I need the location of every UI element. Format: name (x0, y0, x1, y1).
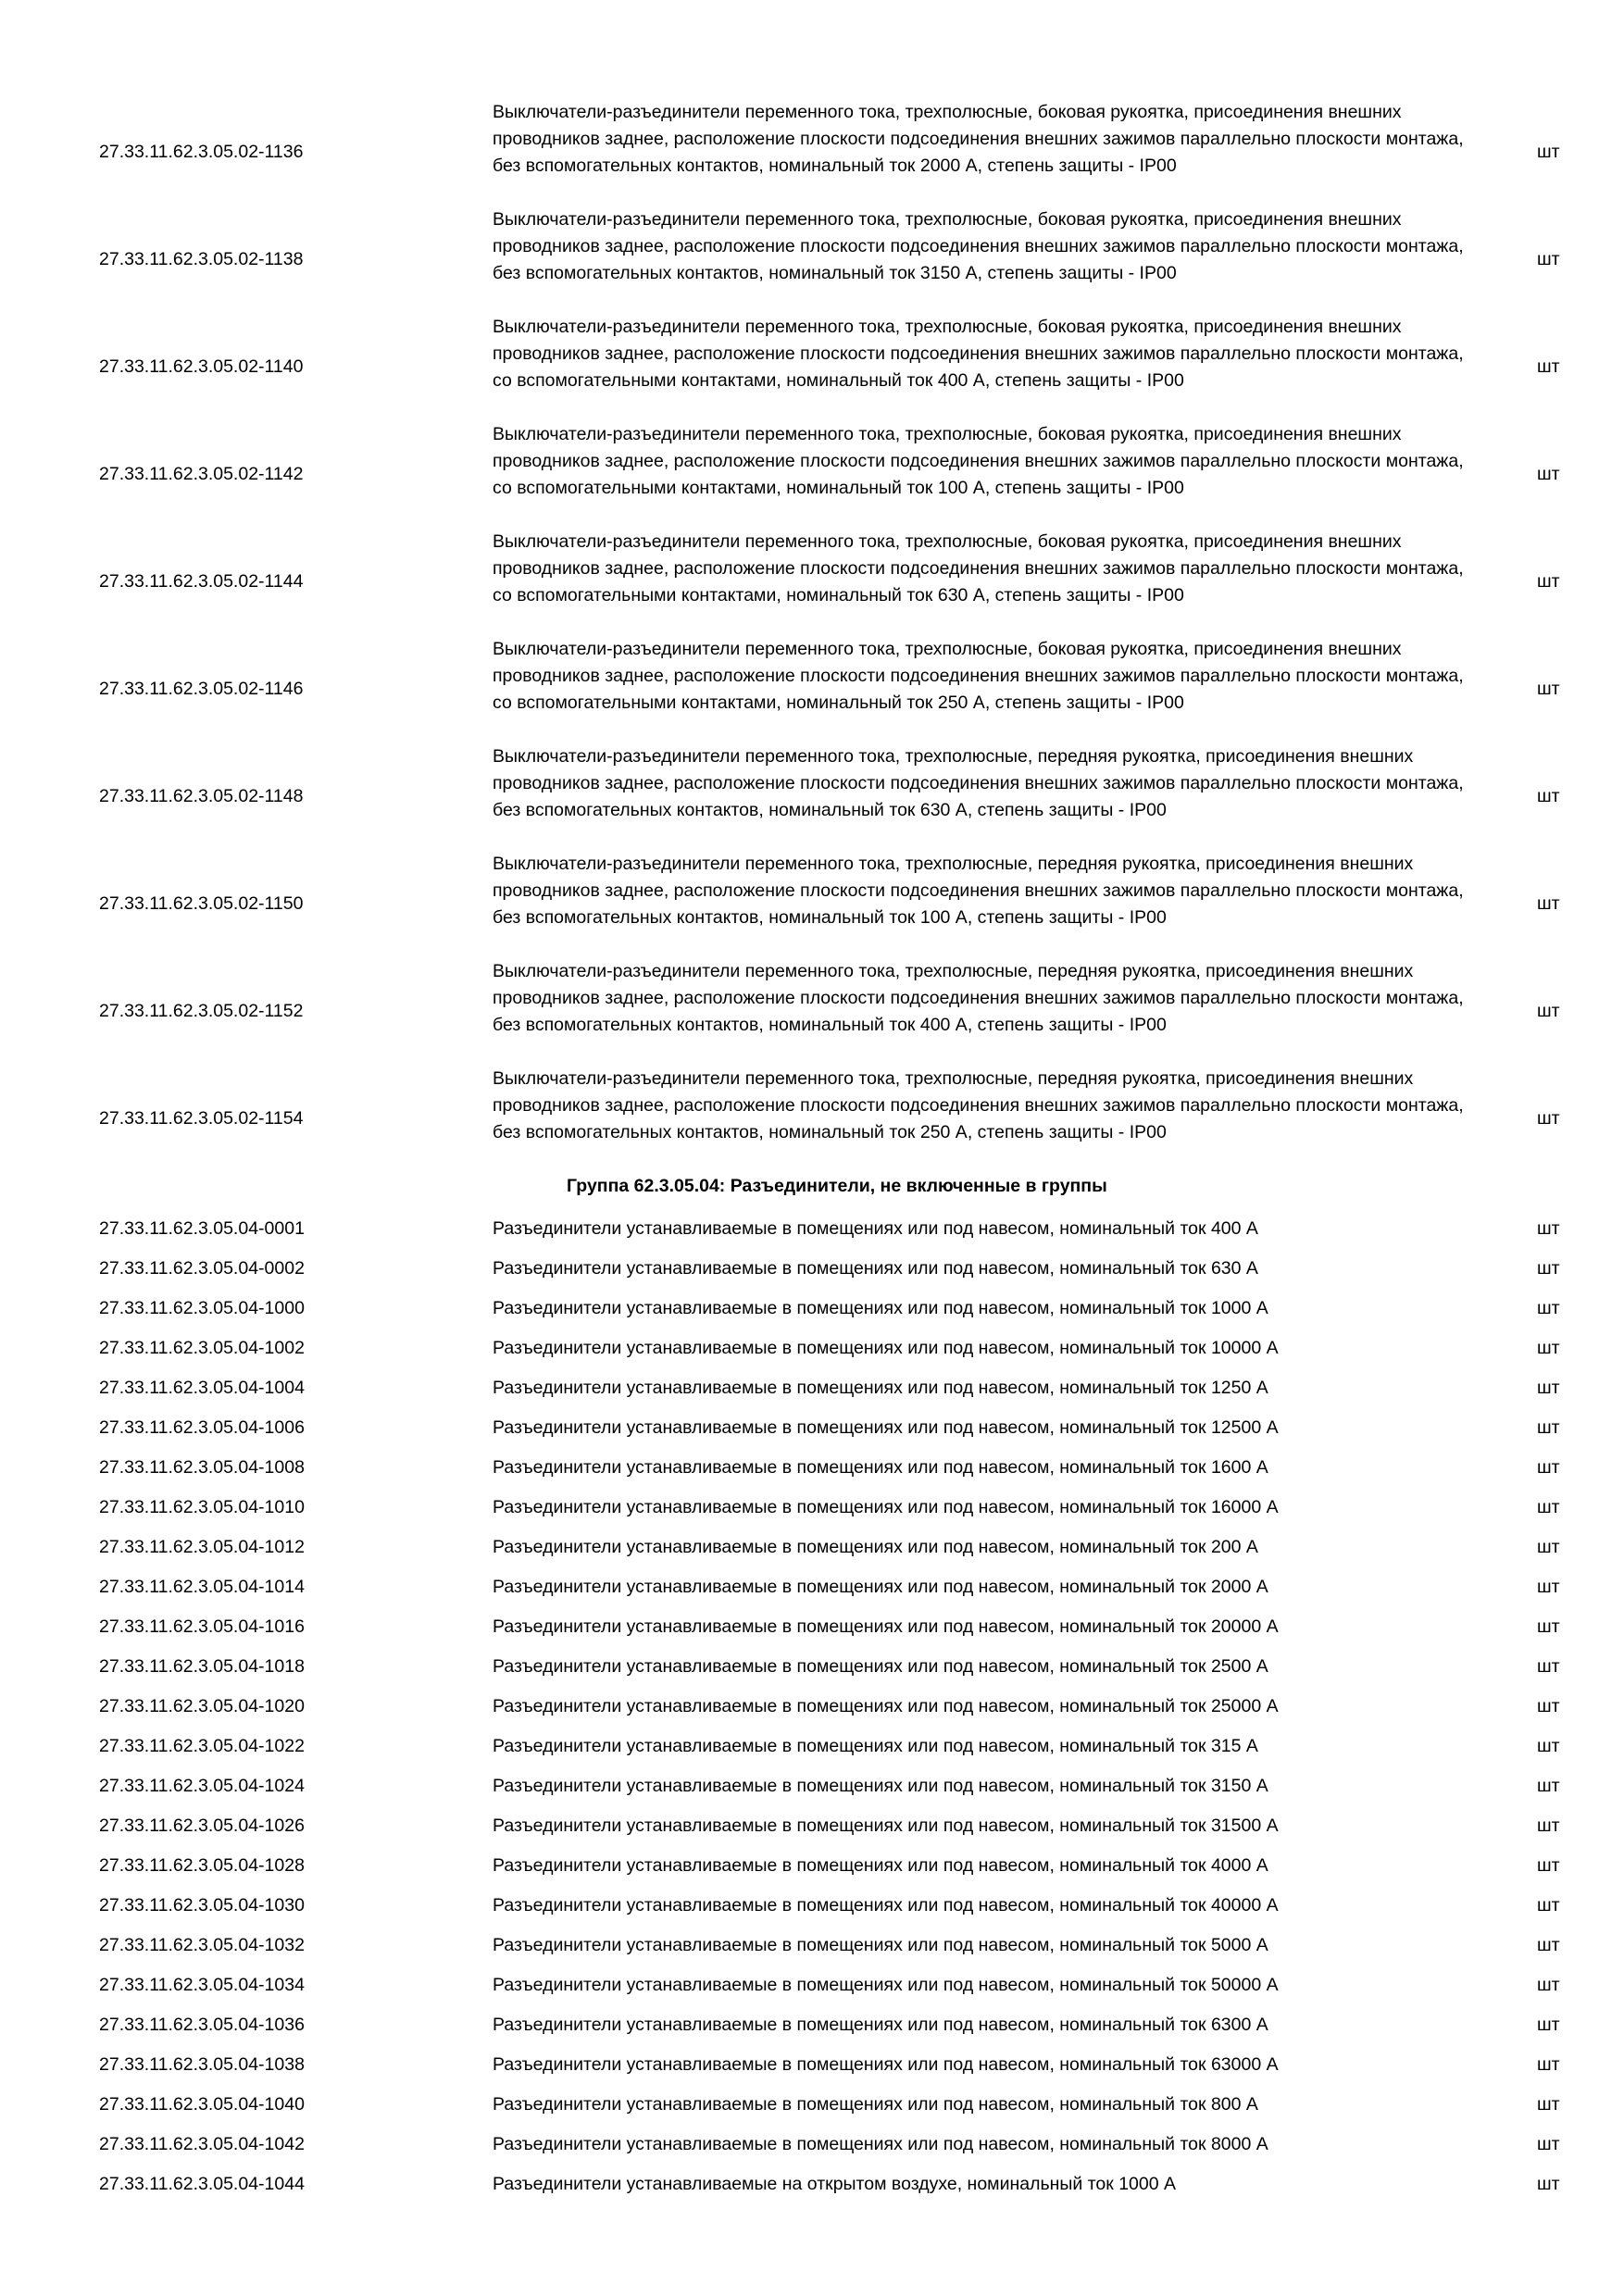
item-description: Разъединители устанавливаемые в помещениях или под навесом, номинальный ток 1000 А (493, 1298, 1268, 1318)
item-description: Выключатели-разъединители переменного тока, трехполюсные, боковая рукоятка, присоединения внешних проводников заднее, расположение плоскости подсоединения внешних зажимов параллельно плоскости монтажа, со вспомогательными контактами, номинальный ток 630 А, степень защиты - IP00 (493, 531, 1464, 605)
item-unit: шт (1537, 893, 1560, 914)
table-row (0, 314, 1624, 421)
item-unit: шт (1537, 1258, 1560, 1279)
item-code: 27.33.11.62.3.05.04-0002 (99, 1258, 305, 1279)
item-description: Разъединители устанавливаемые в помещениях или под навесом, номинальный ток 6300 А (493, 2015, 1268, 2035)
item-code: 27.33.11.62.3.05.02-1144 (99, 571, 304, 592)
item-code: 27.33.11.62.3.05.02-1136 (99, 142, 304, 162)
item-description: Выключатели-разъединители переменного тока, трехполюсные, боковая рукоятка, присоединения внешних проводников заднее, расположение плоскости подсоединения внешних зажимов параллельно плоскости монтажа, со вспомогательными контактами, номинальный ток 400 А, степень защиты - IP00 (493, 317, 1464, 391)
item-description: Разъединители устанавливаемые в помещениях или под навесом, номинальный ток 25000 А (493, 1696, 1279, 1716)
item-description: Разъединители устанавливаемые в помещениях или под навесом, номинальный ток 1600 А (493, 1457, 1268, 1478)
table-row (0, 1335, 1624, 1375)
table-row (0, 1853, 1624, 1892)
table-row (0, 1295, 1624, 1335)
table-row (0, 2012, 1624, 2052)
item-code: 27.33.11.62.3.05.04-1028 (99, 1855, 305, 1876)
item-unit: шт (1537, 1616, 1560, 1637)
table-row (0, 1653, 1624, 1693)
item-unit: шт (1537, 1218, 1560, 1239)
item-unit: шт (1537, 2094, 1560, 2115)
item-unit: шт (1537, 142, 1560, 162)
table-row (0, 529, 1624, 636)
item-unit: шт (1537, 1656, 1560, 1677)
item-unit: шт (1537, 249, 1560, 269)
item-code: 27.33.11.62.3.05.04-1006 (99, 1417, 305, 1438)
item-description: Разъединители устанавливаемые в помещениях или под навесом, номинальный ток 200 А (493, 1537, 1258, 1557)
item-description: Выключатели-разъединители переменного тока, трехполюсные, боковая рукоятка, присоединения внешних проводников заднее, расположение плоскости подсоединения внешних зажимов параллельно плоскости монтажа, со вспомогательными контактами, номинальный ток 250 А, степень защиты - IP00 (493, 639, 1464, 713)
item-unit: шт (1537, 1001, 1560, 1021)
item-unit: шт (1537, 2174, 1560, 2194)
item-description: Выключатели-разъединители переменного тока, трехполюсные, боковая рукоятка, присоединения внешних проводников заднее, расположение плоскости подсоединения внешних зажимов параллельно плоскости монтажа, со вспомогательными контактами, номинальный ток 100 А, степень защиты - IP00 (493, 424, 1464, 498)
item-code: 27.33.11.62.3.05.02-1146 (99, 679, 304, 699)
item-code: 27.33.11.62.3.05.02-1140 (99, 356, 304, 377)
price-list-section-62-3-05-02 (0, 99, 1624, 1173)
item-unit: шт (1537, 1895, 1560, 1915)
item-code: 27.33.11.62.3.05.02-1152 (99, 1001, 304, 1021)
table-row (0, 1733, 1624, 1773)
price-list-section-62-3-05-04 (0, 1216, 1624, 2211)
item-description: Разъединители устанавливаемые в помещениях или под навесом, номинальный ток 20000 А (493, 1616, 1279, 1637)
item-unit: шт (1537, 1108, 1560, 1129)
table-row (0, 206, 1624, 314)
item-code: 27.33.11.62.3.05.02-1154 (99, 1108, 304, 1129)
item-unit: шт (1537, 2134, 1560, 2154)
item-description: Разъединители устанавливаемые в помещениях или под навесом, номинальный ток 3150 А (493, 1776, 1268, 1796)
item-description: Выключатели-разъединители переменного тока, трехполюсные, боковая рукоятка, присоединения внешних проводников заднее, расположение плоскости подсоединения внешних зажимов параллельно плоскости монтажа, без вспомогательных контактов, номинальный ток 3150 А, степень защиты - IP00 (493, 209, 1464, 283)
item-unit: шт (1537, 1855, 1560, 1876)
item-code: 27.33.11.62.3.05.04-1010 (99, 1497, 305, 1517)
item-code: 27.33.11.62.3.05.02-1150 (99, 893, 304, 914)
item-code: 27.33.11.62.3.05.04-1018 (99, 1656, 305, 1677)
item-description: Разъединители устанавливаемые в помещениях или под навесом, номинальный ток 315 А (493, 1736, 1258, 1756)
item-description: Разъединители устанавливаемые в помещениях или под навесом, номинальный ток 2500 А (493, 1656, 1268, 1677)
table-row (0, 743, 1624, 851)
table-row (0, 1972, 1624, 2012)
item-unit: шт (1537, 1537, 1560, 1557)
item-description: Выключатели-разъединители переменного тока, трехполюсные, боковая рукоятка, присоединения внешних проводников заднее, расположение плоскости подсоединения внешних зажимов параллельно плоскости монтажа, без вспомогательных контактов, номинальный ток 2000 А, степень защиты - IP00 (493, 102, 1464, 176)
item-description: Разъединители устанавливаемые в помещениях или под навесом, номинальный ток 12500 А (493, 1417, 1279, 1438)
table-row (0, 99, 1624, 206)
item-code: 27.33.11.62.3.05.04-1022 (99, 1736, 305, 1756)
item-unit: шт (1537, 1298, 1560, 1318)
item-description: Разъединители устанавливаемые в помещениях или под навесом, номинальный ток 400 А (493, 1218, 1258, 1239)
item-description: Разъединители устанавливаемые в помещениях или под навесом, номинальный ток 8000 А (493, 2134, 1268, 2154)
item-code: 27.33.11.62.3.05.04-1026 (99, 1816, 305, 1836)
table-row (0, 1932, 1624, 1972)
item-description: Разъединители устанавливаемые в помещениях или под навесом, номинальный ток 16000 А (493, 1497, 1279, 1517)
item-unit: шт (1537, 679, 1560, 699)
item-code: 27.33.11.62.3.05.04-1038 (99, 2054, 305, 2075)
table-row (0, 958, 1624, 1066)
table-row (0, 1813, 1624, 1853)
table-row (0, 636, 1624, 743)
item-unit: шт (1537, 1457, 1560, 1478)
item-description: Разъединители устанавливаемые в помещениях или под навесом, номинальный ток 630 А (493, 1258, 1258, 1279)
item-unit: шт (1537, 1776, 1560, 1796)
item-code: 27.33.11.62.3.05.04-1036 (99, 2015, 305, 2035)
item-code: 27.33.11.62.3.05.04-1012 (99, 1537, 305, 1557)
table-row (0, 2131, 1624, 2171)
table-row (0, 1415, 1624, 1454)
item-code: 27.33.11.62.3.05.04-1004 (99, 1378, 305, 1398)
item-unit: шт (1537, 2054, 1560, 2075)
table-row (0, 851, 1624, 958)
item-unit: шт (1537, 1696, 1560, 1716)
item-code: 27.33.11.62.3.05.04-1034 (99, 1975, 305, 1995)
group-heading-text: Группа 62.3.05.04: Разъединители, не включенные в группы (567, 1176, 1107, 1196)
item-code: 27.33.11.62.3.05.04-1042 (99, 2134, 305, 2154)
item-unit: шт (1537, 356, 1560, 377)
table-row (0, 1454, 1624, 1494)
table-row (0, 2091, 1624, 2131)
item-unit: шт (1537, 1497, 1560, 1517)
item-unit: шт (1537, 1338, 1560, 1358)
item-description: Разъединители устанавливаемые в помещениях или под навесом, номинальный ток 800 А (493, 2094, 1258, 2115)
item-code: 27.33.11.62.3.05.04-0001 (99, 1218, 305, 1239)
item-code: 27.33.11.62.3.05.04-1044 (99, 2174, 305, 2194)
table-row (0, 421, 1624, 529)
item-description: Разъединители устанавливаемые в помещениях или под навесом, номинальный ток 10000 А (493, 1338, 1279, 1358)
table-row (0, 2052, 1624, 2091)
item-code: 27.33.11.62.3.05.02-1142 (99, 464, 304, 484)
table-row (0, 1375, 1624, 1415)
item-unit: шт (1537, 1378, 1560, 1398)
item-unit: шт (1537, 1417, 1560, 1438)
table-row (0, 1693, 1624, 1733)
item-description: Разъединители устанавливаемые в помещениях или под навесом, номинальный ток 1250 А (493, 1378, 1268, 1398)
item-description: Выключатели-разъединители переменного тока, трехполюсные, передняя рукоятка, присоединения внешних проводников заднее, расположение плоскости подсоединения внешних зажимов параллельно плоскости монтажа, без вспомогательных контактов, номинальный ток 250 А, степень защиты - IP00 (493, 1068, 1464, 1142)
item-description: Разъединители устанавливаемые в помещениях или под навесом, номинальный ток 40000 А (493, 1895, 1279, 1915)
item-code: 27.33.11.62.3.05.04-1016 (99, 1616, 305, 1637)
group-heading (0, 1176, 1624, 1204)
item-description: Разъединители устанавливаемые на открытом воздухе, номинальный ток 1000 А (493, 2174, 1177, 2194)
table-row (0, 1892, 1624, 1932)
item-unit: шт (1537, 1975, 1560, 1995)
item-code: 27.33.11.62.3.05.04-1032 (99, 1935, 305, 1955)
item-description: Разъединители устанавливаемые в помещениях или под навесом, номинальный ток 4000 А (493, 1855, 1268, 1876)
item-unit: шт (1537, 1736, 1560, 1756)
item-code: 27.33.11.62.3.05.04-1014 (99, 1577, 305, 1597)
item-description: Разъединители устанавливаемые в помещениях или под навесом, номинальный ток 5000 А (493, 1935, 1268, 1955)
item-unit: шт (1537, 571, 1560, 592)
table-row (0, 1255, 1624, 1295)
item-unit: шт (1537, 2015, 1560, 2035)
item-description: Разъединители устанавливаемые в помещениях или под навесом, номинальный ток 2000 А (493, 1577, 1268, 1597)
item-description: Разъединители устанавливаемые в помещениях или под навесом, номинальный ток 50000 А (493, 1975, 1279, 1995)
item-unit: шт (1537, 464, 1560, 484)
item-unit: шт (1537, 1577, 1560, 1597)
item-description: Выключатели-разъединители переменного тока, трехполюсные, передняя рукоятка, присоединения внешних проводников заднее, расположение плоскости подсоединения внешних зажимов параллельно плоскости монтажа, без вспомогательных контактов, номинальный ток 400 А, степень защиты - IP00 (493, 961, 1464, 1035)
item-code: 27.33.11.62.3.05.04-1000 (99, 1298, 305, 1318)
table-row (0, 1534, 1624, 1574)
item-code: 27.33.11.62.3.05.04-1040 (99, 2094, 305, 2115)
item-unit: шт (1537, 1935, 1560, 1955)
table-row (0, 1216, 1624, 1255)
item-code: 27.33.11.62.3.05.04-1002 (99, 1338, 305, 1358)
item-unit: шт (1537, 786, 1560, 806)
item-description: Разъединители устанавливаемые в помещениях или под навесом, номинальный ток 63000 А (493, 2054, 1279, 2075)
item-description: Выключатели-разъединители переменного тока, трехполюсные, передняя рукоятка, присоединения внешних проводников заднее, расположение плоскости подсоединения внешних зажимов параллельно плоскости монтажа, без вспомогательных контактов, номинальный ток 630 А, степень защиты - IP00 (493, 746, 1464, 820)
table-row (0, 2171, 1624, 2211)
item-code: 27.33.11.62.3.05.04-1030 (99, 1895, 305, 1915)
item-description: Разъединители устанавливаемые в помещениях или под навесом, номинальный ток 31500 А (493, 1816, 1279, 1836)
table-row (0, 1494, 1624, 1534)
item-code: 27.33.11.62.3.05.02-1138 (99, 249, 304, 269)
table-row (0, 1614, 1624, 1653)
item-unit: шт (1537, 1816, 1560, 1836)
item-description: Выключатели-разъединители переменного тока, трехполюсные, передняя рукоятка, присоединения внешних проводников заднее, расположение плоскости подсоединения внешних зажимов параллельно плоскости монтажа, без вспомогательных контактов, номинальный ток 100 А, степень защиты - IP00 (493, 854, 1464, 928)
table-row (0, 1773, 1624, 1813)
item-code: 27.33.11.62.3.05.04-1008 (99, 1457, 305, 1478)
table-row (0, 1066, 1624, 1173)
item-code: 27.33.11.62.3.05.04-1024 (99, 1776, 305, 1796)
item-code: 27.33.11.62.3.05.04-1020 (99, 1696, 305, 1716)
table-row (0, 1574, 1624, 1614)
item-code: 27.33.11.62.3.05.02-1148 (99, 786, 304, 806)
